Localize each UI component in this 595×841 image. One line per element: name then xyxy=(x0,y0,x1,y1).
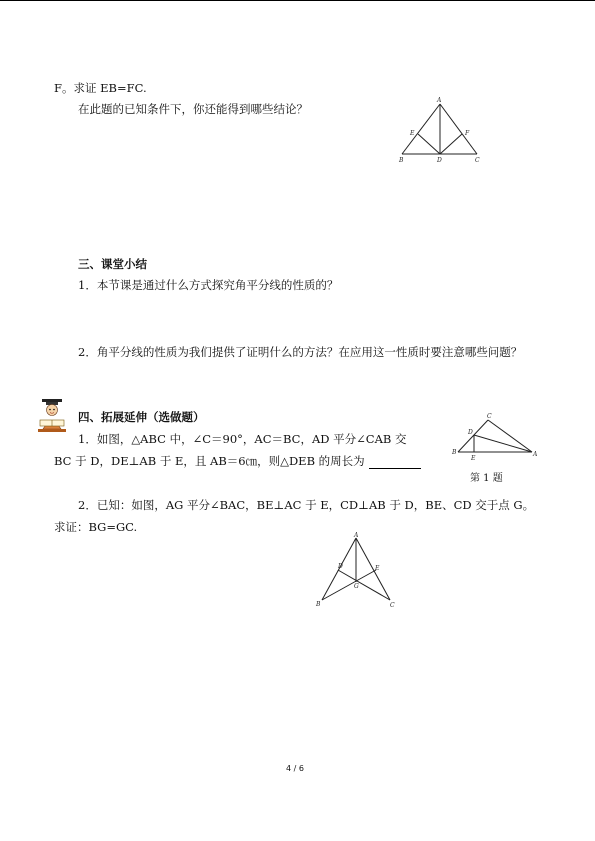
answer-blank[interactable] xyxy=(369,456,421,469)
section4-heading: 四、拓展延伸（选做题） xyxy=(78,410,205,424)
section4-p2-line1: 2．已知：如图，AG 平分∠BAC，BE⊥AC 于 E，CD⊥AB 于 D，BE、CD 交于点 G。 xyxy=(78,498,535,512)
fig3-label-c: C xyxy=(390,602,395,609)
header-rule xyxy=(0,0,595,1)
fig1-label-e: E xyxy=(410,130,415,137)
problem-tail-line1: F。求证 EB=FC. xyxy=(54,81,147,95)
fig3-label-a: A xyxy=(354,532,359,539)
section3-heading: 三、课堂小结 xyxy=(78,257,147,271)
section4-p1-line1: 1．如图，△ABC 中，∠C＝90°，AC＝BC，AD 平分∠CAB 交 xyxy=(78,432,407,446)
fig2-label-b: B xyxy=(452,449,457,456)
fig1-label-a: A xyxy=(437,97,442,104)
figure-3-triangle xyxy=(312,532,402,614)
fig2-label-c: C xyxy=(487,413,492,420)
section4-p2-line2: 求证：BG=GC. xyxy=(54,520,138,534)
section4-p1-line2: BC 于 D，DE⊥AB 于 E，且 AB＝6㎝，则△DEB 的周长为 xyxy=(54,454,365,468)
fig3-label-e: E xyxy=(375,565,380,572)
page-number: 4 / 6 xyxy=(286,764,304,773)
fig3-label-g: G xyxy=(354,583,359,590)
section4-p1-line2-row xyxy=(54,453,421,469)
fig2-label-d: D xyxy=(468,429,473,436)
section3-q2: 2．角平分线的性质为我们提供了证明什么的方法？在应用这一性质时要注意哪些问题？ xyxy=(78,345,523,359)
fig2-label-a: A xyxy=(533,451,538,458)
fig1-label-d: D xyxy=(437,157,442,164)
fig3-label-d: D xyxy=(338,563,343,570)
problem-tail-line2: 在此题的已知条件下，你还能得到哪些结论？ xyxy=(78,102,308,116)
section3-q1: 1．本节课是通过什么方式探究角平分线的性质的？ xyxy=(78,278,339,292)
fig2-label-e: E xyxy=(471,455,476,462)
teacher-reading-icon xyxy=(34,398,70,438)
fig1-label-b: B xyxy=(399,157,404,164)
fig3-label-b: B xyxy=(316,601,321,608)
figure-2-right-triangle xyxy=(450,410,542,466)
fig1-label-f: F xyxy=(465,130,470,137)
figure-2-caption: 第 1 题 xyxy=(470,473,503,484)
fig1-label-c: C xyxy=(475,157,480,164)
figure-1-triangle xyxy=(390,96,490,172)
